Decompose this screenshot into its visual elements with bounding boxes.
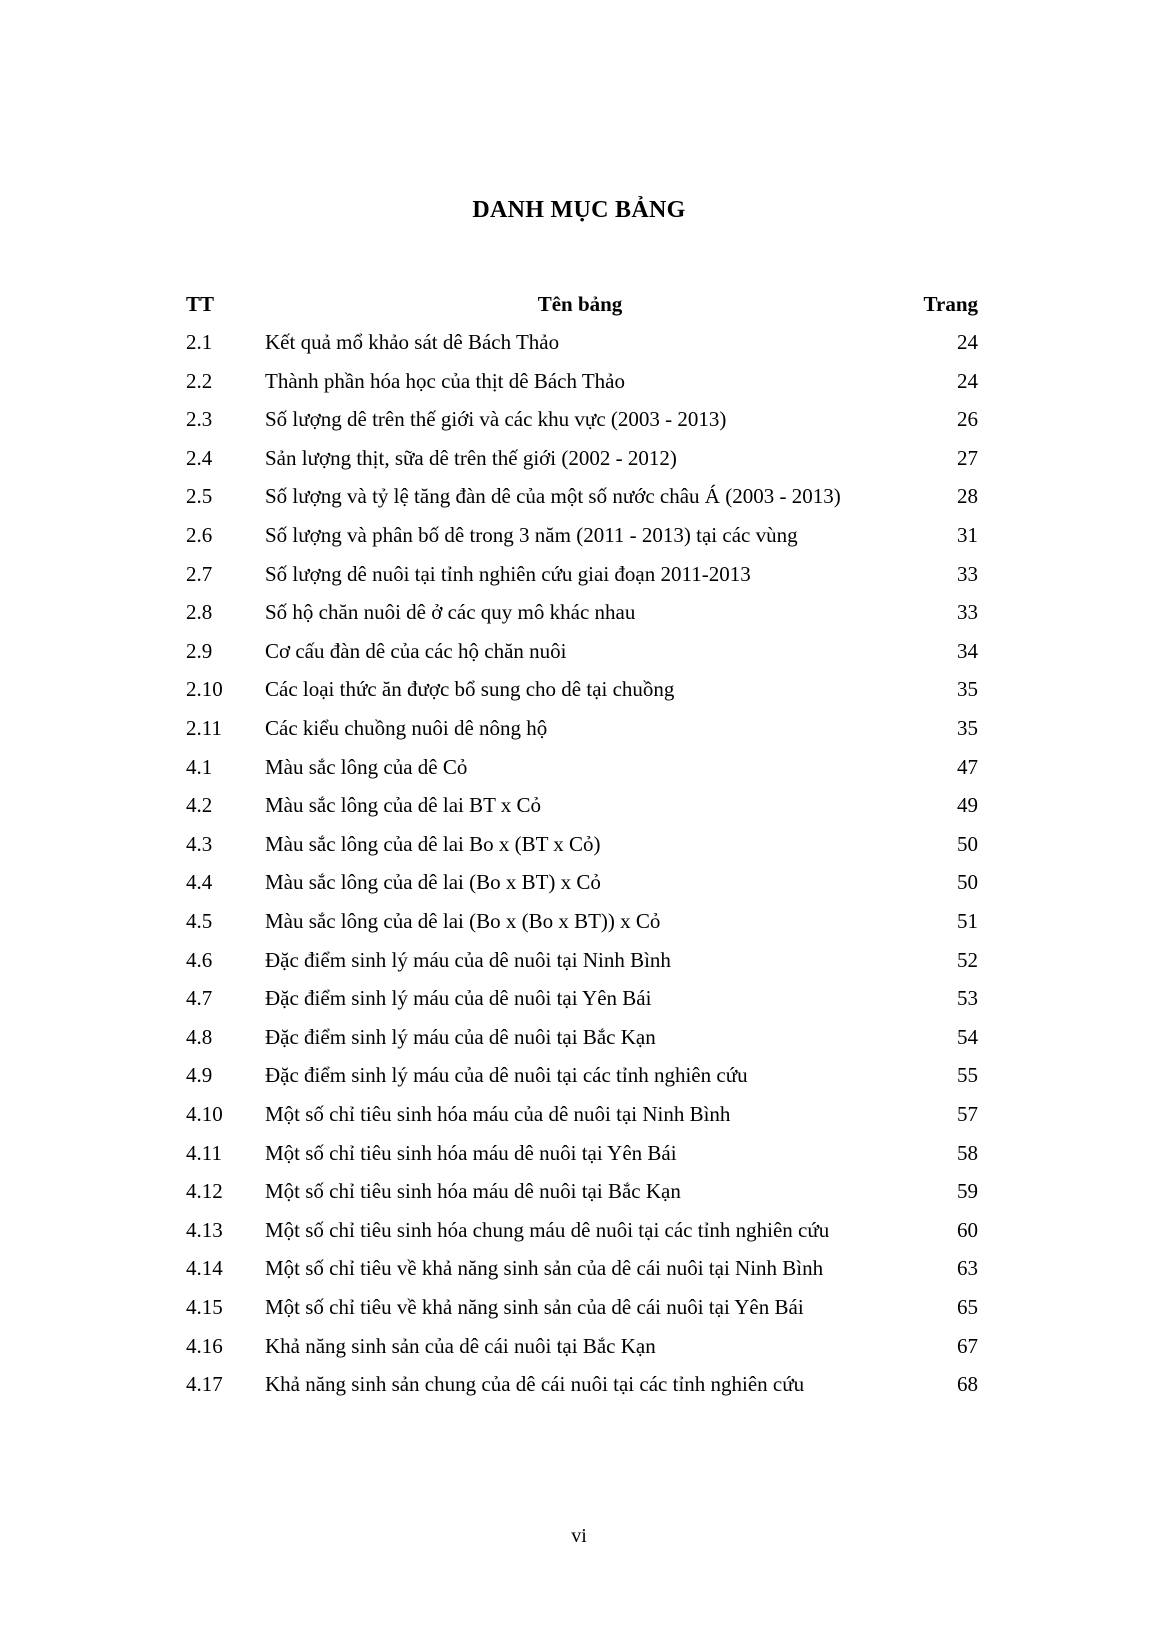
- row-name: Màu sắc lông của dê lai Bo x (BT x Cỏ): [265, 832, 601, 856]
- row-name: Các loại thức ăn được bổ sung cho dê tại chuồng: [265, 677, 675, 701]
- table-row: [0, 520, 1158, 550]
- row-page: 59: [957, 1179, 978, 1203]
- row-tt: 2.10: [186, 677, 223, 701]
- row-page: 58: [957, 1141, 978, 1165]
- row-tt: 4.7: [186, 986, 213, 1010]
- row-tt: 4.11: [186, 1141, 222, 1165]
- row-name: Số hộ chăn nuôi dê ở các quy mô khác nhau: [265, 600, 636, 624]
- table-row: [0, 559, 1158, 589]
- row-name: Màu sắc lông của dê lai BT x Cỏ: [265, 793, 542, 817]
- row-page: 53: [957, 986, 978, 1010]
- table-row: [0, 1176, 1158, 1206]
- row-page: 49: [957, 793, 978, 817]
- row-tt: 4.12: [186, 1179, 223, 1203]
- row-name: Số lượng dê trên thế giới và các khu vực (2003 - 2013): [265, 407, 727, 431]
- row-page: 31: [957, 523, 978, 547]
- row-page: 28: [957, 484, 978, 508]
- row-tt: 4.16: [186, 1334, 223, 1358]
- table-row: [0, 1060, 1158, 1090]
- row-name: Số lượng và tỷ lệ tăng đàn dê của một số nước châu Á (2003 - 2013): [265, 484, 841, 508]
- row-name: Màu sắc lông của dê Cỏ: [265, 755, 468, 779]
- row-tt: 4.6: [186, 948, 213, 972]
- row-page: 67: [957, 1334, 978, 1358]
- row-name: Đặc điểm sinh lý máu của dê nuôi tại Yên Bái: [265, 986, 652, 1010]
- row-name: Số lượng dê nuôi tại tỉnh nghiên cứu giai đoạn 2011-2013: [265, 562, 751, 586]
- row-name: Một số chỉ tiêu sinh hóa máu dê nuôi tại Yên Bái: [265, 1141, 677, 1165]
- table-row: [0, 983, 1158, 1013]
- row-name: Màu sắc lông của dê lai (Bo x (Bo x BT)) x Cỏ: [265, 909, 661, 933]
- row-name: Khả năng sinh sản chung của dê cái nuôi tại các tỉnh nghiên cứu: [265, 1372, 805, 1396]
- row-name: Đặc điểm sinh lý máu của dê nuôi tại Bắc Kạn: [265, 1025, 656, 1049]
- table-row: [0, 366, 1158, 396]
- row-tt: 4.8: [186, 1025, 213, 1049]
- table-row: [0, 443, 1158, 473]
- row-name: Số lượng và phân bố dê trong 3 năm (2011 - 2013) tại các vùng: [265, 523, 798, 547]
- row-name: Kết quả mổ khảo sát dê Bách Thảo: [265, 330, 560, 354]
- row-page: 50: [957, 870, 978, 894]
- table-row: [0, 1369, 1158, 1399]
- row-tt: 2.2: [186, 369, 213, 393]
- row-name: Khả năng sinh sản của dê cái nuôi tại Bắc Kạn: [265, 1334, 656, 1358]
- row-page: 63: [957, 1256, 978, 1280]
- row-tt: 4.17: [186, 1372, 223, 1396]
- header-page: Trang: [923, 292, 978, 316]
- row-page: 60: [957, 1218, 978, 1242]
- row-tt: 2.11: [186, 716, 222, 740]
- row-tt: 4.13: [186, 1218, 223, 1242]
- row-tt: 2.7: [186, 562, 213, 586]
- row-name: Sản lượng thịt, sữa dê trên thế giới (2002 - 2012): [265, 446, 677, 470]
- row-name: Đặc điểm sinh lý máu của dê nuôi tại Ninh Bình: [265, 948, 671, 972]
- row-tt: 4.5: [186, 909, 213, 933]
- table-row: [0, 906, 1158, 936]
- table-row: [0, 790, 1158, 820]
- table-header: [0, 289, 1158, 319]
- table-row: [0, 945, 1158, 975]
- row-tt: 4.2: [186, 793, 213, 817]
- row-name: Thành phần hóa học của thịt dê Bách Thảo: [265, 369, 625, 393]
- row-page: 57: [957, 1102, 978, 1126]
- header-name: Tên bảng: [537, 292, 623, 316]
- row-page: 24: [957, 330, 978, 354]
- table-row: [0, 674, 1158, 704]
- table-row: [0, 1292, 1158, 1322]
- row-tt: 4.10: [186, 1102, 223, 1126]
- row-tt: 2.1: [186, 330, 213, 354]
- table-row: [0, 1215, 1158, 1245]
- row-page: 34: [957, 639, 978, 663]
- row-name: Một số chỉ tiêu sinh hóa máu của dê nuôi tại Ninh Bình: [265, 1102, 731, 1126]
- table-row: [0, 636, 1158, 666]
- table-row: [0, 1022, 1158, 1052]
- row-tt: 2.8: [186, 600, 213, 624]
- table-row: [0, 867, 1158, 897]
- row-name: Một số chỉ tiêu về khả năng sinh sản của dê cái nuôi tại Yên Bái: [265, 1295, 804, 1319]
- table-row: [0, 481, 1158, 511]
- row-tt: 4.14: [186, 1256, 223, 1280]
- table-row: [0, 404, 1158, 434]
- table-row: [0, 1099, 1158, 1129]
- table-row: [0, 1138, 1158, 1168]
- row-page: 51: [957, 909, 978, 933]
- row-name: Một số chỉ tiêu sinh hóa máu dê nuôi tại Bắc Kạn: [265, 1179, 681, 1203]
- page-number: vi: [571, 1525, 587, 1547]
- row-name: Cơ cấu đàn dê của các hộ chăn nuôi: [265, 639, 567, 663]
- row-tt: 4.15: [186, 1295, 223, 1319]
- row-page: 68: [957, 1372, 978, 1396]
- header-tt: TT: [186, 292, 215, 316]
- row-name: Các kiểu chuồng nuôi dê nông hộ: [265, 716, 548, 740]
- row-page: 27: [957, 446, 978, 470]
- table-row: [0, 713, 1158, 743]
- row-tt: 2.9: [186, 639, 213, 663]
- table-row: [0, 1253, 1158, 1283]
- row-page: 65: [957, 1295, 978, 1319]
- row-page: 35: [957, 716, 978, 740]
- row-name: Màu sắc lông của dê lai (Bo x BT) x Cỏ: [265, 870, 601, 894]
- row-page: 35: [957, 677, 978, 701]
- row-tt: 4.3: [186, 832, 213, 856]
- row-page: 33: [957, 562, 978, 586]
- row-page: 33: [957, 600, 978, 624]
- table-row: [0, 327, 1158, 357]
- row-page: 52: [957, 948, 978, 972]
- row-tt: 2.4: [186, 446, 213, 470]
- table-row: [0, 752, 1158, 782]
- row-page: 50: [957, 832, 978, 856]
- row-tt: 4.9: [186, 1063, 213, 1087]
- row-page: 55: [957, 1063, 978, 1087]
- row-name: Một số chỉ tiêu sinh hóa chung máu dê nuôi tại các tỉnh nghiên cứu: [265, 1218, 830, 1242]
- page-title: DANH MỤC BẢNG: [472, 197, 686, 223]
- row-page: 54: [957, 1025, 978, 1049]
- row-page: 24: [957, 369, 978, 393]
- row-tt: 2.3: [186, 407, 213, 431]
- row-name: Đặc điểm sinh lý máu của dê nuôi tại các tỉnh nghiên cứu: [265, 1063, 748, 1087]
- row-tt: 2.5: [186, 484, 213, 508]
- row-tt: 4.4: [186, 870, 213, 894]
- row-name: Một số chỉ tiêu về khả năng sinh sản của dê cái nuôi tại Ninh Bình: [265, 1256, 824, 1280]
- row-tt: 4.1: [186, 755, 213, 779]
- row-page: 26: [957, 407, 978, 431]
- table-row: [0, 1331, 1158, 1361]
- table-row: [0, 597, 1158, 627]
- table-row: [0, 829, 1158, 859]
- row-page: 47: [957, 755, 978, 779]
- row-tt: 2.6: [186, 523, 213, 547]
